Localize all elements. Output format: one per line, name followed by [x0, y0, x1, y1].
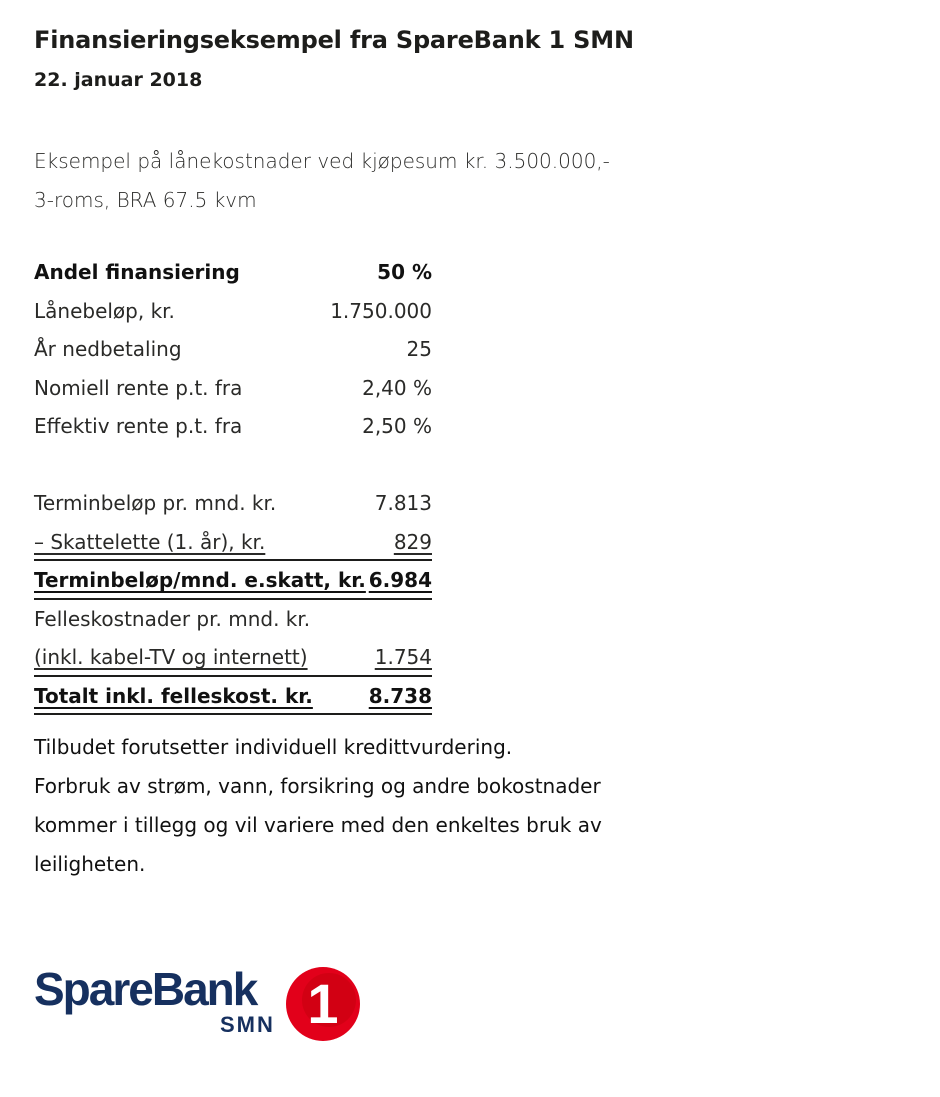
row-label: Effektiv rente p.t. fra	[34, 414, 243, 438]
row-value: 1.750.000	[330, 298, 432, 323]
row-label: Felleskostnader pr. mnd. kr.	[34, 606, 311, 631]
row-value: 25	[406, 337, 432, 361]
page-title: Finansieringseksempel fra SpareBank 1 SMN	[34, 26, 634, 54]
note-line: Forbruk av strøm, vann, forsikring og andre bokostnader	[34, 774, 601, 798]
disclaimer-notes	[34, 728, 734, 884]
row-value: 50 %	[377, 260, 432, 284]
row-value: 2,50 %	[362, 414, 432, 438]
row-label: Terminbeløp pr. mnd. kr.	[34, 491, 277, 515]
logo-subtitle: SMN	[220, 1012, 275, 1037]
row-value: 7.813	[374, 491, 432, 515]
logo-wordmark: SpareBank	[34, 963, 257, 1015]
logo-mark-digit: 1	[307, 972, 339, 1035]
row-value: 2,40 %	[362, 375, 432, 400]
table-row	[34, 330, 432, 369]
note-line: leiligheten.	[34, 852, 146, 876]
row-label: (inkl. kabel-TV og internett)	[34, 645, 308, 669]
row-value: 1.754	[374, 645, 432, 669]
note-line: kommer i tillegg og vil variere med den enkeltes bruk av	[34, 813, 602, 837]
row-value: 6.984	[368, 568, 432, 592]
table-row	[34, 407, 432, 446]
table-row	[34, 600, 432, 639]
row-value: 8.738	[368, 683, 432, 708]
financing-table	[34, 253, 432, 715]
table-row	[34, 484, 432, 523]
sparebank1-logo	[34, 962, 364, 1047]
row-label: Lånebeløp, kr.	[34, 298, 175, 323]
row-value: 829	[393, 529, 432, 554]
row-label: År nedbetaling	[34, 337, 182, 361]
intro-line: Eksempel på lånekostnader ved kjøpesum kr. 3.500.000,-	[34, 149, 610, 173]
table-row	[34, 638, 432, 677]
table-row-subtotal	[34, 561, 432, 600]
intro-line: 3-roms, BRA 67.5 kvm	[34, 188, 257, 212]
row-label: Andel finansiering	[34, 260, 240, 284]
note-line: Tilbudet forutsetter individuell kredittvurdering.	[34, 735, 513, 759]
table-row	[34, 253, 432, 292]
date-label: 22. januar 2018	[34, 69, 203, 91]
table-row	[34, 292, 432, 331]
logo-one-mark-icon	[284, 965, 362, 1043]
row-label: – Skattelette (1. år), kr.	[34, 529, 266, 554]
row-label: Terminbeløp/mnd. e.skatt, kr.	[34, 568, 366, 592]
table-row	[34, 369, 432, 408]
table-row-total	[34, 677, 432, 716]
spacer	[34, 446, 432, 485]
row-label: Nomiell rente p.t. fra	[34, 375, 243, 400]
intro-text	[34, 142, 734, 220]
row-label: Totalt inkl. felleskost. kr.	[34, 683, 313, 708]
table-row	[34, 523, 432, 562]
